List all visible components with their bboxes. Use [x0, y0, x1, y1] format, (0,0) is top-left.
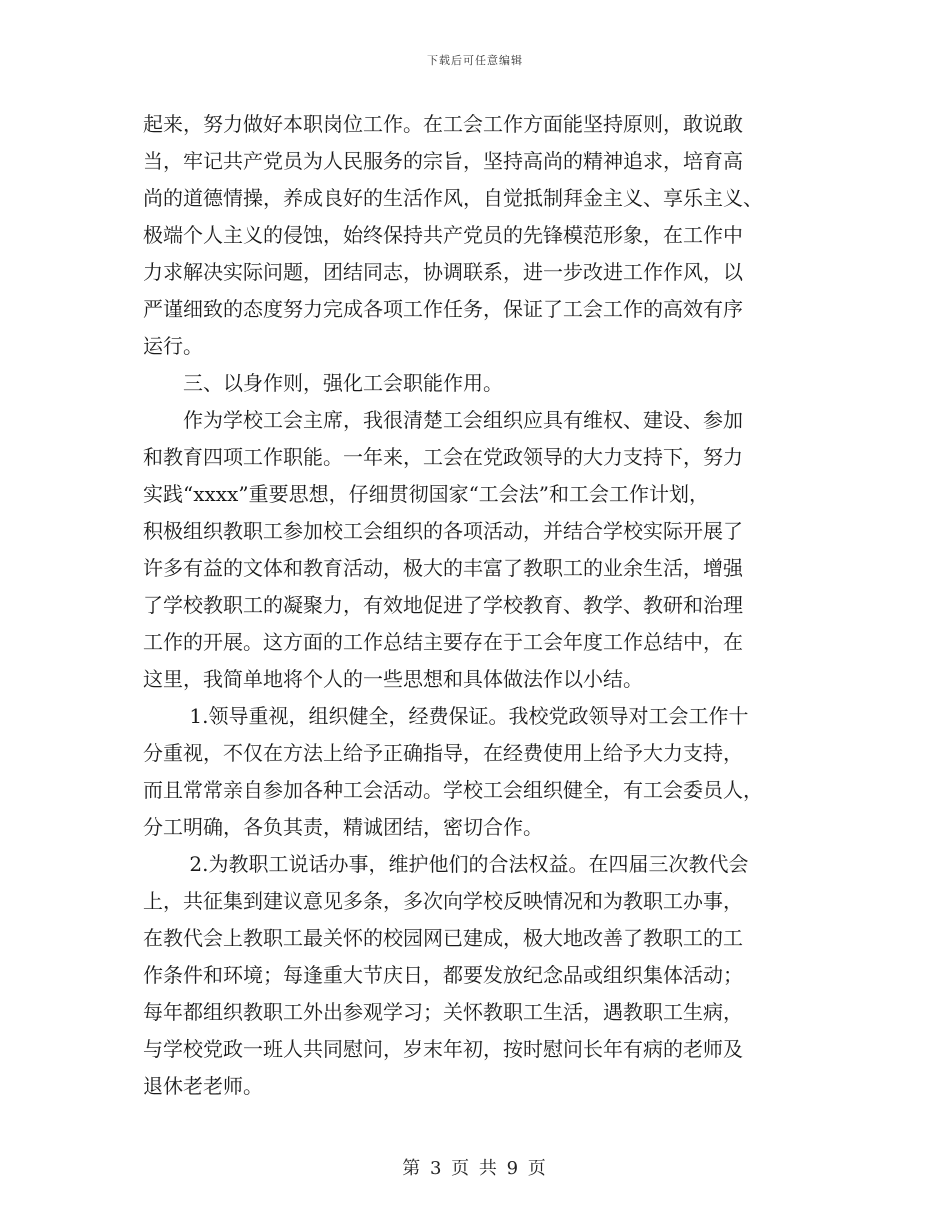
text-line: 而且常常亲自参加各种工会活动。学校工会组织健全，有工会委员人，: [143, 778, 763, 802]
text-line: 分工明确，各负其责，精诚团结，密切合作。: [143, 815, 543, 839]
list-item-2: 2.为教职工说话办事，维护他们的合法权益。在四届三次教代会: [143, 852, 749, 876]
text-line: 起来，努力做好本职岗位工作。在工会工作方面能坚持原则，敢说敢: [143, 112, 743, 136]
text-line: 工作的开展。这方面的工作总结主要存在于工会年度工作总结中，在: [143, 630, 743, 654]
text-line: 上，共征集到建议意见多条，多次向学校反映情况和为教职工办事，: [143, 889, 743, 913]
text-line: 与学校党政一班人共同慰问，岁末年初，按时慰问长年有病的老师及: [143, 1037, 743, 1061]
text-line: 和教育四项工作职能。一年来，工会在党政领导的大力支持下，努力: [143, 445, 743, 469]
text-line: 积极组织教职工参加校工会组织的各项活动，并结合学校实际开展了: [143, 519, 743, 543]
text-line: 当，牢记共产党员为人民服务的宗旨，坚持高尚的精神追求，培育高: [143, 149, 743, 173]
text-line: 作为学校工会主席，我很清楚工会组织应具有维权、建设、参加: [143, 408, 743, 432]
text-line: 力求解决实际问题，团结同志，协调联系，进一步改进工作作风，以: [143, 260, 743, 284]
text-line: 了学校教职工的凝聚力，有效地促进了学校教育、教学、教研和治理: [143, 593, 743, 617]
text-line: 每年都组织教职工外出参观学习；关怀教职工生活，遇教职工生病，: [143, 1000, 743, 1024]
text-line: 退休老老师。: [143, 1074, 263, 1098]
text-line: 作条件和环境；每逢重大节庆日，都要发放纪念品或组织集体活动；: [143, 963, 743, 987]
text-line: 分重视，不仅在方法上给予正确指导，在经费使用上给予大力支持，: [143, 741, 743, 765]
text-line: 许多有益的文体和教育活动，极大的丰富了教职工的业余生活，增强: [143, 556, 743, 580]
text-line: 实践“xxxx”重要思想，仔细贯彻国家“工会法”和工会工作计划，: [143, 482, 710, 506]
text-line: 在教代会上教职工最关怀的校园网已建成，极大地改善了教职工的工: [143, 926, 743, 950]
text-line: 这里，我简单地将个人的一些思想和具体做法作以小结。: [143, 667, 643, 691]
page-header: 下载后可任意编辑: [427, 54, 523, 67]
text-line: 极端个人主义的侵蚀，始终保持共产党员的先锋模范形象，在工作中: [143, 223, 743, 247]
page-number: 第 3 页 共 9 页: [402, 1158, 548, 1179]
text-line: 尚的道德情操，养成良好的生活作风，自觉抵制拜金主义、享乐主义、: [143, 186, 763, 210]
text-line: 运行。: [143, 334, 203, 358]
body-text: [143, 106, 811, 1105]
text-line: 严谨细致的态度努力完成各项工作任务，保证了工会工作的高效有序: [143, 297, 743, 321]
list-item-1: 1.领导重视，组织健全，经费保证。我校党政领导对工会工作十: [143, 704, 749, 728]
document-body: [143, 106, 811, 1105]
section-heading: 三、以身作则，强化工会职能作用。: [143, 371, 503, 395]
